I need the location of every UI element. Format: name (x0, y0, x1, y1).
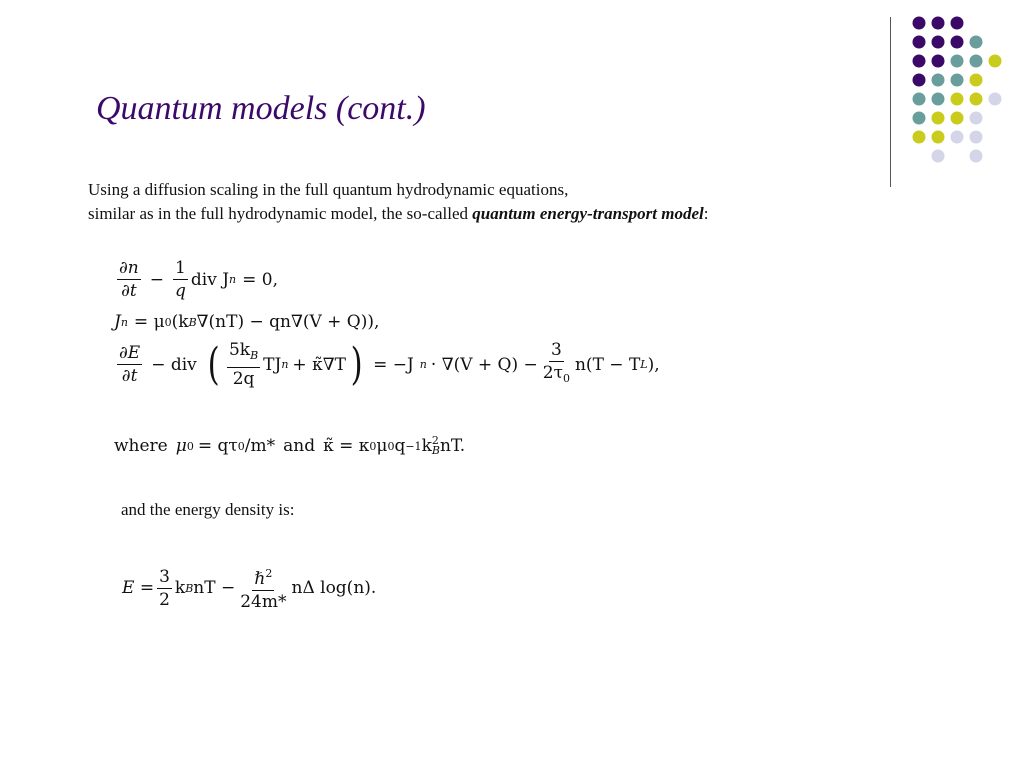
decor-dot (970, 74, 983, 87)
divider-line (890, 17, 891, 187)
decor-dot (970, 55, 983, 68)
equation-continuity: $\frac{\partial n}{\partial t}$ − $\frac{1}{q}$ div J n = 0, (119, 258, 279, 301)
fraction-dE-dt: $\frac{\partial E}{\partial t}$ (119, 343, 141, 386)
decor-dot (932, 131, 945, 144)
decor-dot (913, 93, 926, 106)
equation-current-density: J n = μ 0 (k B ∇(nT) − qn∇(V + Q)), (114, 312, 380, 332)
slide-title: Quantum models (cont.) (96, 90, 426, 127)
decor-dot (951, 93, 964, 106)
decor-dot (951, 17, 964, 30)
decor-dot (951, 55, 964, 68)
fraction-3-2tau0: $\frac{3}{2\tau_0}$ (542, 340, 570, 385)
equation-energy-density: E = $\frac{3}{2}$ k B nT − $\frac{\hbar^2}{24m*}$ nΔ log(n). (122, 564, 376, 612)
decor-dot (951, 112, 964, 125)
fraction-dn-dt: $\frac{\partial n}{\partial t}$ (119, 258, 139, 301)
decor-dot (932, 150, 945, 163)
decor-dot (913, 112, 926, 125)
decor-dot (951, 131, 964, 144)
decor-dot (932, 93, 945, 106)
decor-dot (989, 93, 1002, 106)
decor-dot (932, 74, 945, 87)
decor-dot (932, 112, 945, 125)
fraction-5kB-2q: $\frac{5k_B}{2q}$ (228, 340, 259, 389)
fraction-3-2: $\frac{3}{2}$ (159, 566, 170, 610)
decor-dot (970, 36, 983, 49)
decor-dot (932, 36, 945, 49)
intro-line-2: similar as in the full hydrodynamic model, the so-called quantum energy-transport model: (88, 204, 709, 223)
energy-density-label: and the energy density is: (121, 500, 295, 519)
model-name-emphasis: quantum energy-transport model (472, 204, 704, 223)
decor-dot (970, 150, 983, 163)
decor-dot (913, 55, 926, 68)
decor-dot (970, 93, 983, 106)
decor-dot (913, 17, 926, 30)
decor-dot (951, 74, 964, 87)
intro-line-1: Using a diffusion scaling in the full quantum hydrodynamic equations, (88, 180, 569, 199)
equation-energy-balance: $\frac{\partial E}{\partial t}$ − div ( $\frac{5k_B}{2q}$ TJ n + κ̃∇T ) = −J n · ∇(V + Q) − $\frac{3}{2\tau_0}$ n(T − T L ), (119, 338, 660, 390)
decor-dot (970, 112, 983, 125)
decor-dot (913, 36, 926, 49)
decor-dot (951, 36, 964, 49)
decor-dot (932, 55, 945, 68)
intro-paragraph (88, 178, 908, 226)
decor-dot (913, 131, 926, 144)
decor-dot (970, 131, 983, 144)
equation-definitions: where μ 0 = qτ 0 /m* and κ̃ = κ 0 μ 0 q −1 k 2 B nT. (114, 434, 466, 457)
decor-dot (913, 74, 926, 87)
fraction-hbar2-24m: $\frac{\hbar^2}{24m*}$ (238, 564, 288, 612)
decor-dot (932, 17, 945, 30)
fraction-one-over-q: $\frac{1}{q}$ (175, 258, 186, 301)
decor-dot (989, 55, 1002, 68)
